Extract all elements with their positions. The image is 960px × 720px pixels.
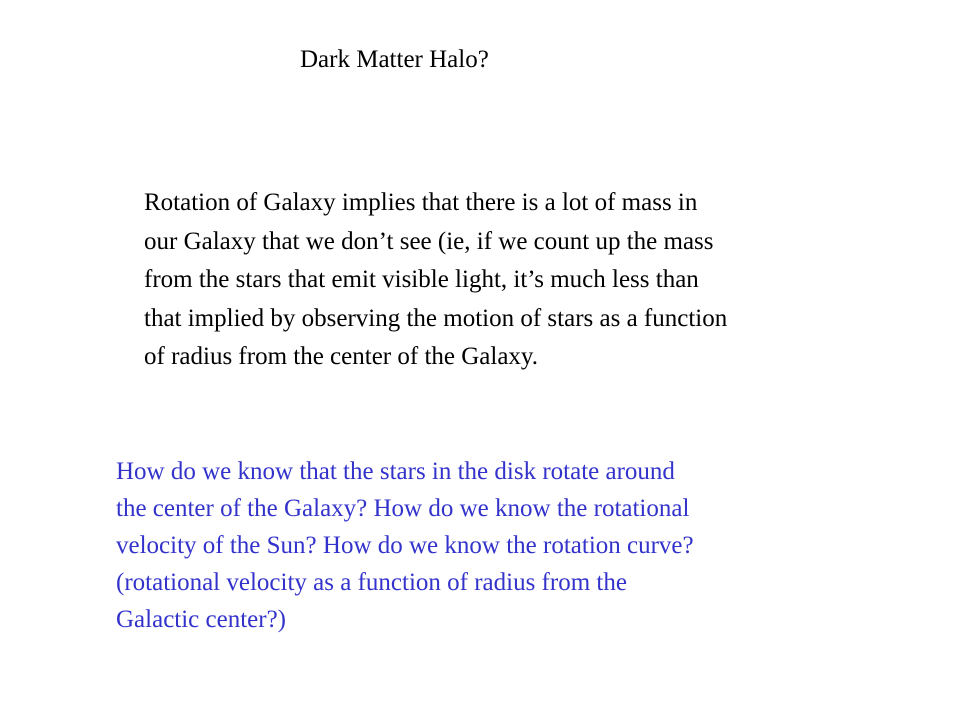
question-paragraph [116,453,916,638]
body-line: our Galaxy that we don’t see (ie, if we count up the mass [144,227,714,255]
body-line: from the stars that emit visible light, it’s much less than [144,266,699,293]
question-line: (rotational velocity as a function of radius from the [116,569,627,596]
question-line: velocity of the Sun? How do we know the rotation curve? [116,532,694,559]
slide-title: Dark Matter Halo? [300,46,489,73]
question-line: Galactic center?) [116,606,287,633]
body-line: that implied by observing the motion of stars as a function [144,304,728,332]
body-line: of radius from the center of the Galaxy. [144,343,539,370]
body-line: Rotation of Galaxy implies that there is a lot of mass in [144,189,698,216]
question-line: How do we know that the stars in the disk rotate around [116,458,675,485]
body-paragraph [144,184,904,377]
question-line: the center of the Galaxy? How do we know the rotational [116,495,690,522]
